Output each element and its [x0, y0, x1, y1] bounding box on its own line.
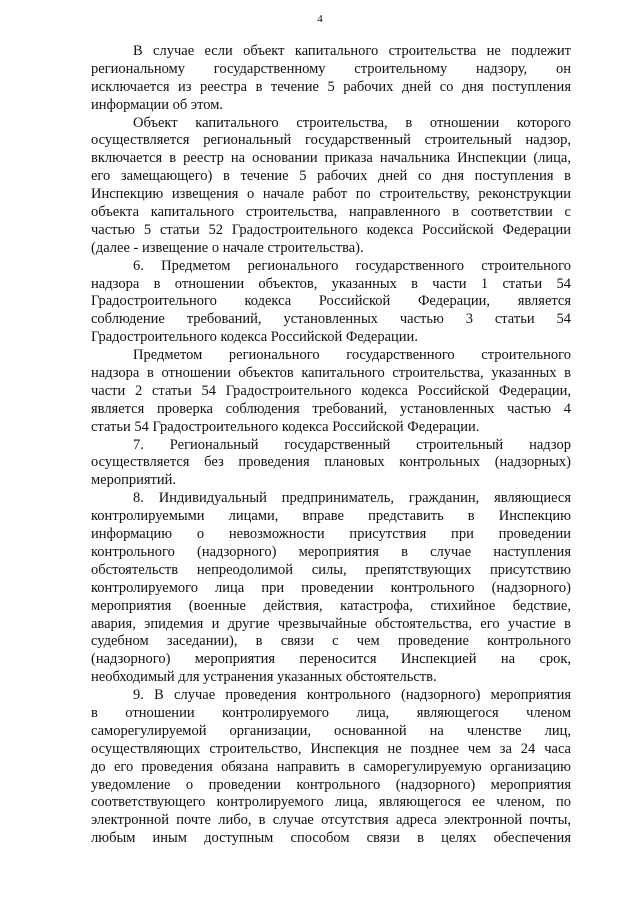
- text-line: объекта капитального строительства, направленного в соответствии с: [91, 204, 571, 221]
- text-line: контролируемыми лицами, вправе представить в Инспекцию: [91, 508, 571, 525]
- text-line: его замещающего) в течение 5 рабочих дней со дня поступления в: [91, 168, 571, 185]
- text-line: осуществляется без проведения плановых контрольных (надзорных): [91, 454, 571, 471]
- text-line: включается в реестр на основании приказа начальника Инспекции (лица,: [91, 150, 571, 167]
- text-line: надзора в отношении объектов капитального строительства, указанных в: [91, 365, 571, 382]
- text-line: 8. Индивидуальный предприниматель, гражданин, являющиеся: [133, 490, 571, 507]
- paragraph: [91, 347, 571, 436]
- text-line: саморегулируемой организации, основанной на членстве лиц,: [91, 722, 571, 739]
- text-line: информации об этом.: [91, 96, 224, 113]
- document-body: [91, 43, 571, 848]
- text-line: частью 5 статьи 52 Градостроительного кодекса Российской Федерации: [91, 221, 571, 238]
- text-line: информацию о невозможности присутствия при проведении: [91, 526, 571, 543]
- text-line: является проверка соблюдения требований, установленных частью 4: [91, 400, 571, 417]
- text-line: 7. Региональный государственный строительный надзор: [133, 436, 571, 453]
- text-line: (надзорного) мероприятия переносится Инспекцией на срок,: [91, 651, 571, 668]
- text-line: любым иным доступным способом связи в целях обеспечения: [91, 830, 571, 847]
- text-line: необходимый для устранения указанных обстоятельств.: [91, 669, 437, 686]
- text-line: авария, эпидемия и другие чрезвычайные обстоятельства, его участие в: [91, 615, 571, 632]
- text-line: осуществляется региональный государственный строительный надзор,: [91, 132, 571, 149]
- page-number: 4: [317, 13, 323, 25]
- paragraph: [91, 43, 571, 115]
- text-line: осуществляющих строительство, Инспекция не позднее чем за 24 часа: [91, 740, 571, 757]
- text-line: мероприятия (военные действия, катастрофа, стихийное бедствие,: [91, 597, 571, 614]
- text-line: исключается из реестра в течение 5 рабочих дней со дня поступления: [91, 78, 571, 95]
- text-line: Объект капитального строительства, в отношении которого: [133, 114, 571, 131]
- text-line: судебном заседании), в связи с чем проведение контрольного: [91, 633, 571, 650]
- text-line: Градостроительного кодекса Российской Федерации.: [91, 329, 418, 346]
- text-line: электронной почте либо, в случае отсутствия адреса электронной почты,: [91, 812, 571, 829]
- paragraph: [91, 437, 571, 491]
- text-line: Предметом регионального государственного строительного: [133, 347, 571, 364]
- text-line: мероприятий.: [91, 472, 177, 489]
- text-line: контрольного (надзорного) мероприятия в случае наступления: [91, 543, 571, 560]
- text-line: соответствующего контролируемого лица, являющегося ее членом, по: [91, 794, 571, 811]
- text-line: уведомление о проведении контрольного (надзорного) мероприятия: [91, 776, 571, 793]
- paragraph: [91, 258, 571, 347]
- text-line: до его проведения обязана направить в саморегулируемую организацию: [91, 758, 571, 775]
- text-line: статьи 54 Градостроительного кодекса Российской Федерации.: [91, 418, 480, 435]
- paragraph: [91, 115, 571, 258]
- paragraph: [91, 490, 571, 687]
- text-line: региональному государственному строительному надзору, он: [91, 60, 571, 77]
- text-line: в отношении контролируемого лица, являющегося членом: [91, 704, 571, 721]
- paragraph: [91, 687, 571, 848]
- text-line: Инспекцию извещения о начале работ по строительству, реконструкции: [91, 186, 571, 203]
- text-line: надзора в отношении объектов, указанных в части 1 статьи 54: [91, 275, 571, 292]
- text-line: контролируемого лица при проведении контрольного (надзорного): [91, 579, 571, 596]
- text-line: обстоятельств непреодолимой силы, препятствующих присутствию: [91, 561, 571, 578]
- text-line: В случае если объект капитального строительства не подлежит: [133, 43, 571, 59]
- text-line: 6. Предметом регионального государственного строительного: [133, 257, 571, 274]
- text-line: 9. В случае проведения контрольного (надзорного) мероприятия: [133, 687, 571, 704]
- text-line: части 2 статьи 54 Градостроительного кодекса Российской Федерации,: [91, 382, 571, 399]
- text-line: (далее - извещение о начале строительства).: [91, 239, 364, 256]
- text-line: соблюдение требований, установленных частью 3 статьи 54: [91, 311, 571, 328]
- text-line: Градостроительного кодекса Российской Федерации, является: [91, 293, 571, 310]
